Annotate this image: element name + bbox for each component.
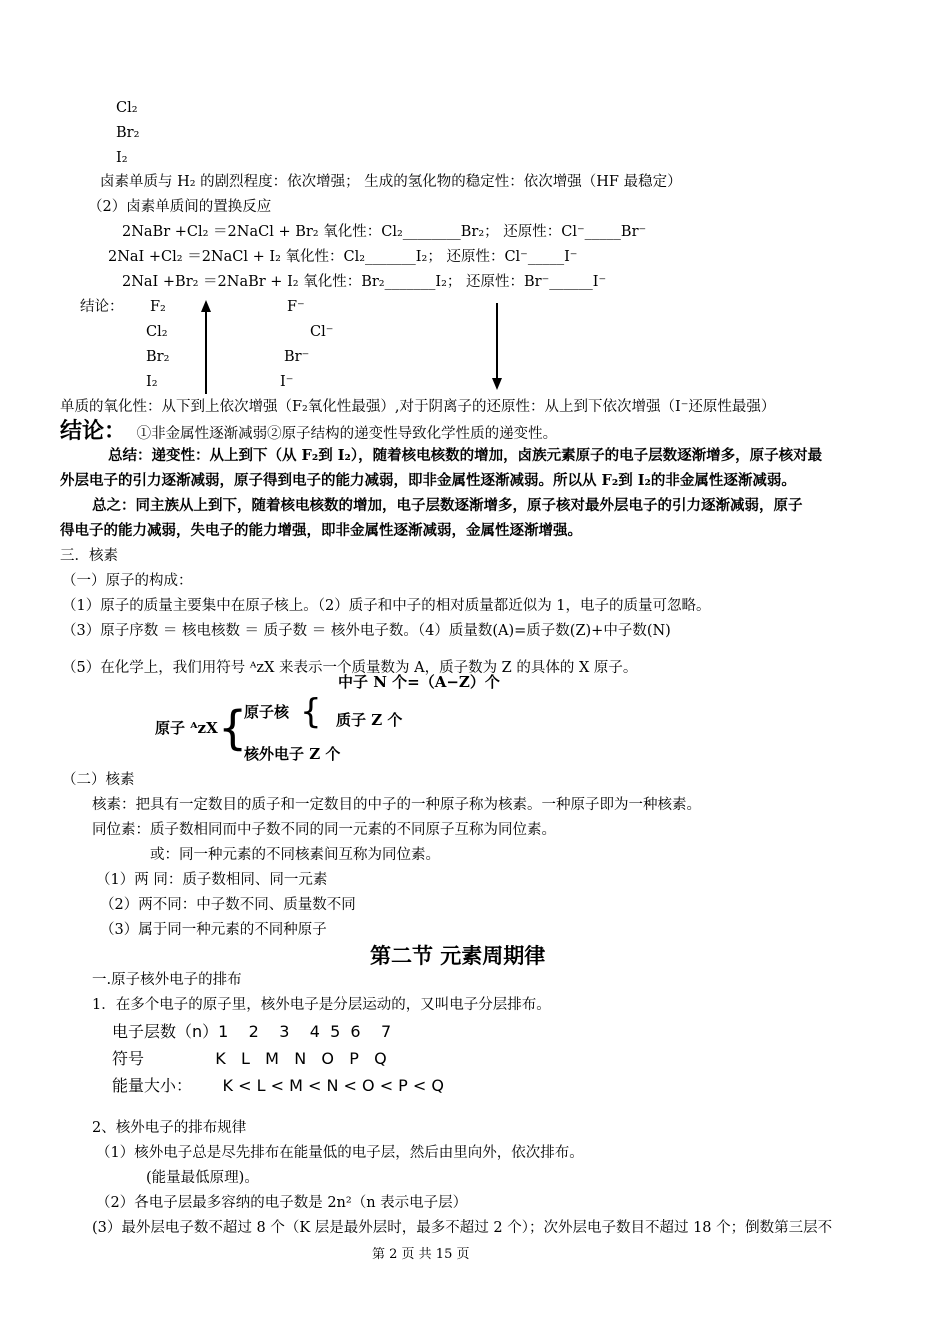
- rule-1-note: (能量最低原理)。: [146, 1170, 259, 1186]
- electron-arrangement-heading: 一.原子核外电子的排布: [92, 972, 242, 988]
- conclusion-label: 结论：: [80, 299, 124, 315]
- halogen-i2: I₂: [146, 374, 158, 390]
- reaction-intensity-line: 卤素单质与 H₂ 的剧烈程度：依次增强； 生成的氢化物的稳定性：依次增强（HF 最稳定）: [100, 174, 682, 190]
- nuclide-definition: 核素：把具有一定数目的质子和一定数目的中子的一种原子称为核素。一种原子即为一种核素。: [92, 797, 701, 813]
- oxidation-trend-line: 单质的氧化性：从下到上依次增强（F₂氧化性最强）,对于阴离子的还原性：从上到下依次增强（I⁻还原性最强）: [60, 399, 776, 415]
- ion-f: F⁻: [287, 299, 305, 315]
- ion-cl: Cl⁻: [310, 324, 334, 340]
- summary-1b: 外层电子的引力逐渐减弱，原子得到电子的能力减弱，即非金属性逐渐减弱。所以从 F₂到 I₂的非金属性逐渐减弱。: [60, 472, 796, 489]
- atom-label: 原子 ᴬᴢX: [155, 719, 218, 737]
- nucleus-label: 原子核: [244, 703, 290, 721]
- ion-i: I⁻: [280, 374, 294, 390]
- reaction-1: 2NaBr +Cl₂ ＝2NaCl + Br₂ 氧化性：Cl₂________Br₂； 还原性：Cl⁻_____Br⁻: [122, 224, 647, 240]
- paragraph-1: （1）原子的质量主要集中在原子核上。（2）质子和中子的相对质量都近似为 1，电子的质量可忽略。: [62, 598, 711, 614]
- down-arrow-icon: [492, 303, 502, 390]
- section-2-title: （2）卤素单质间的置换反应: [88, 199, 272, 215]
- rule-3: (3）最外层电子数不超过 8 个（K 层是最外层时，最多不超过 2 个）；次外层电子数目不超过 18 个；倒数第三层不: [92, 1220, 833, 1236]
- big-conclusion-label: 结论：: [60, 419, 127, 444]
- summary-1a: 总结：递变性：从上到下（从 F₂到 I₂），随着核电核数的增加，卤族元素原子的电子层数逐渐增多，原子核对最: [108, 447, 823, 464]
- shell-symbol-row: 符号 K L M N O P Q: [112, 1049, 387, 1068]
- electron-arrangement-intro: 1．在多个电子的原子里，核外电子是分层运动的，又叫电子分层排布。: [92, 997, 551, 1013]
- list-item-cl2: Cl₂: [116, 100, 138, 116]
- summary-2b: 得电子的能力减弱，失电子的能力增强，即非金属性逐渐减弱，金属性逐渐增强。: [60, 522, 582, 539]
- list-item-br2: Br₂: [116, 125, 140, 141]
- inner-brace-icon: {: [300, 692, 322, 732]
- paragraph-2: （3）原子序数 ＝ 核电核数 ＝ 质子数 ＝ 核外电子数。（4）质量数(A)=质子数(Z)+中子数(N): [62, 623, 671, 639]
- left-brace-icon: {: [218, 701, 248, 755]
- rule-2: （2）各电子层最多容纳的电子数是 2n²（n 表示电子层）: [96, 1195, 468, 1211]
- reaction-3: 2NaI +Br₂ ＝2NaBr + I₂ 氧化性：Br₂_______I₂； 还原性：Br⁻______I⁻: [122, 274, 607, 290]
- shell-number-row: 电子层数（n）1 2 3 4 5 6 7: [112, 1022, 392, 1041]
- up-arrow-icon: [201, 300, 211, 394]
- paragraph-5: （5）在化学上，我们用符号 ᴬᴢX 来表示一个质量数为 A，质子数为 Z 的具体的 X 原子。: [62, 660, 638, 676]
- page-footer: 第 2 页 共 15 页: [372, 1247, 470, 1262]
- halogen-cl2: Cl₂: [146, 324, 168, 340]
- section-3-heading: 三．核素: [60, 548, 118, 564]
- rule-1: （1）核外电子总是尽先排布在能量低的电子层，然后由里向外，依次排布。: [96, 1145, 584, 1161]
- isotope-point-2: （2）两不同：中子数不同、质量数不同: [100, 897, 356, 913]
- reaction-2: 2NaI +Cl₂ ＝2NaCl + I₂ 氧化性：Cl₂_______I₂； 还原性：Cl⁻_____I⁻: [108, 249, 578, 265]
- isotope-definition: 同位素：质子数相同而中子数不同的同一元素的不同原子互称为同位素。: [92, 822, 556, 838]
- ion-br: Br⁻: [284, 349, 310, 365]
- proton-label: 质子 Z 个: [336, 711, 403, 729]
- subsection-1-heading: （一）原子的构成：: [62, 573, 193, 589]
- section-title: 第二节 元素周期律: [370, 943, 546, 968]
- rule-title: 2、核外电子的排布规律: [92, 1120, 247, 1136]
- summary-2a: 总之：同主族从上到下，随着核电核数的增加，电子层数逐渐增多，原子核对最外层电子的引力逐渐减弱，原子: [92, 497, 803, 514]
- subsection-2-heading: （二）核素: [62, 772, 135, 788]
- list-item-i2: I₂: [116, 150, 128, 166]
- shell-energy-row: 能量大小： K < L < M < N < O < P < Q: [112, 1076, 445, 1095]
- isotope-point-1: （1）两 同：质子数相同、同一元素: [96, 872, 328, 888]
- trend-arrows: [0, 0, 950, 420]
- big-conclusion-text: ①非金属性逐渐减弱②原子结构的递变性导致化学性质的递变性。: [136, 426, 558, 442]
- isotope-point-3: （3）属于同一种元素的不同种原子: [100, 922, 327, 938]
- isotope-alternative: 或：同一种元素的不同核素间互称为同位素。: [150, 847, 440, 863]
- halogen-br2: Br₂: [146, 349, 170, 365]
- electron-label: 核外电子 Z 个: [244, 745, 341, 763]
- neutron-label: 中子 N 个=（A−Z）个: [338, 673, 500, 691]
- halogen-f2: F₂: [150, 299, 166, 315]
